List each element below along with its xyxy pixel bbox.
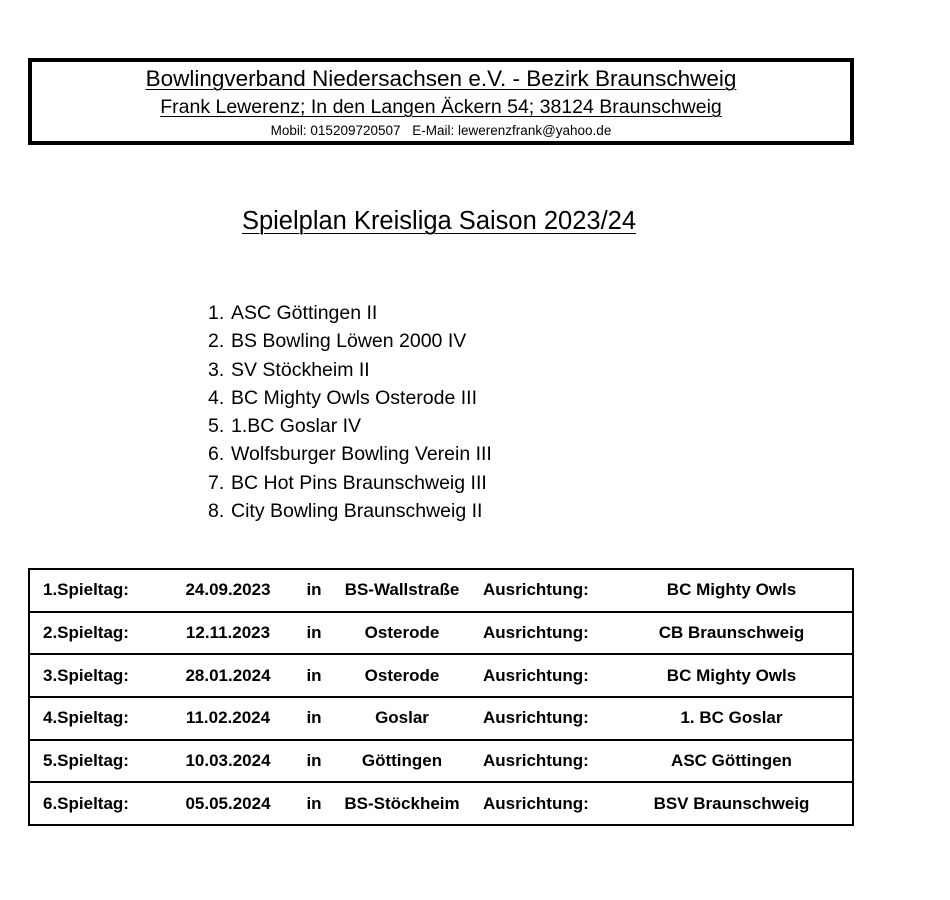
team-number: 3. xyxy=(208,358,225,381)
organizer-cell: 1. BC Goslar xyxy=(611,697,853,740)
in-cell: in xyxy=(299,612,329,655)
venue-cell: Osterode xyxy=(329,654,475,697)
venue-cell: Goslar xyxy=(329,697,475,740)
matchday-cell: 3.Spieltag: xyxy=(29,654,157,697)
header-box xyxy=(28,58,854,145)
venue-cell: Göttingen xyxy=(329,740,475,783)
schedule-table xyxy=(28,568,854,826)
date-cell: 11.02.2024 xyxy=(157,697,299,740)
in-cell: in xyxy=(299,654,329,697)
email-address: E-Mail: lewerenzfrank@yahoo.de xyxy=(412,123,612,138)
team-number: 2. xyxy=(208,330,225,353)
page-title: Spielplan Kreisliga Saison 2023/24 xyxy=(241,207,637,235)
organizer-cell: BC Mighty Owls xyxy=(611,569,853,612)
in-cell: in xyxy=(299,740,329,783)
date-cell: 05.05.2024 xyxy=(157,782,299,825)
date-cell: 10.03.2024 xyxy=(157,740,299,783)
matchday-cell: 2.Spieltag: xyxy=(29,612,157,655)
organizer-cell: CB Braunschweig xyxy=(611,612,853,655)
matchday-cell: 1.Spieltag: xyxy=(29,569,157,612)
mobile-number: Mobil: 015209720507 xyxy=(270,123,401,138)
in-cell: in xyxy=(299,569,329,612)
table-row xyxy=(29,782,853,825)
team-list xyxy=(208,299,492,525)
ausrichtung-label: Ausrichtung: xyxy=(475,612,611,655)
venue-cell: BS-Stöckheim xyxy=(329,782,475,825)
team-name: 1.BC Goslar IV xyxy=(231,415,362,438)
organizer-cell: BSV Braunschweig xyxy=(611,782,853,825)
association-name: Bowlingverband Niedersachsen e.V. - Bezirk Braunschweig xyxy=(145,66,737,91)
team-number: 6. xyxy=(208,443,225,466)
date-cell: 28.01.2024 xyxy=(157,654,299,697)
list-item xyxy=(208,327,492,355)
table-row xyxy=(29,612,853,655)
date-cell: 24.09.2023 xyxy=(157,569,299,612)
ausrichtung-label: Ausrichtung: xyxy=(475,569,611,612)
list-item xyxy=(208,412,492,440)
team-name: BC Hot Pins Braunschweig III xyxy=(231,471,487,494)
list-item xyxy=(208,299,492,327)
contact-address: Frank Lewerenz; In den Langen Äckern 54; 38124 Braunschweig xyxy=(160,96,722,118)
team-number: 5. xyxy=(208,415,225,438)
organizer-cell: ASC Göttingen xyxy=(611,740,853,783)
ausrichtung-label: Ausrichtung: xyxy=(475,654,611,697)
team-number: 4. xyxy=(208,386,225,409)
date-cell: 12.11.2023 xyxy=(157,612,299,655)
team-name: City Bowling Braunschweig II xyxy=(231,500,483,523)
table-row xyxy=(29,697,853,740)
in-cell: in xyxy=(299,782,329,825)
team-number: 8. xyxy=(208,500,225,523)
venue-cell: BS-Wallstraße xyxy=(329,569,475,612)
ausrichtung-label: Ausrichtung: xyxy=(475,697,611,740)
list-item xyxy=(208,384,492,412)
team-name: ASC Göttingen II xyxy=(231,302,378,324)
list-item xyxy=(208,356,492,384)
ausrichtung-label: Ausrichtung: xyxy=(475,782,611,825)
matchday-cell: 5.Spieltag: xyxy=(29,740,157,783)
organizer-cell: BC Mighty Owls xyxy=(611,654,853,697)
venue-cell: Osterode xyxy=(329,612,475,655)
team-name: BC Mighty Owls Osterode III xyxy=(231,386,477,409)
team-name: BS Bowling Löwen 2000 IV xyxy=(231,330,467,353)
ausrichtung-label: Ausrichtung: xyxy=(475,740,611,783)
matchday-cell: 6.Spieltag: xyxy=(29,782,157,825)
team-number: 7. xyxy=(208,471,225,494)
table-row xyxy=(29,740,853,783)
team-number: 1. xyxy=(208,302,225,324)
team-name: SV Stöckheim II xyxy=(231,358,370,381)
list-item xyxy=(208,469,492,497)
in-cell: in xyxy=(299,697,329,740)
table-row xyxy=(29,569,853,612)
list-item xyxy=(208,440,492,468)
team-name: Wolfsburger Bowling Verein III xyxy=(231,443,492,466)
matchday-cell: 4.Spieltag: xyxy=(29,697,157,740)
table-row xyxy=(29,654,853,697)
list-item xyxy=(208,497,492,525)
contact-details xyxy=(32,123,850,138)
